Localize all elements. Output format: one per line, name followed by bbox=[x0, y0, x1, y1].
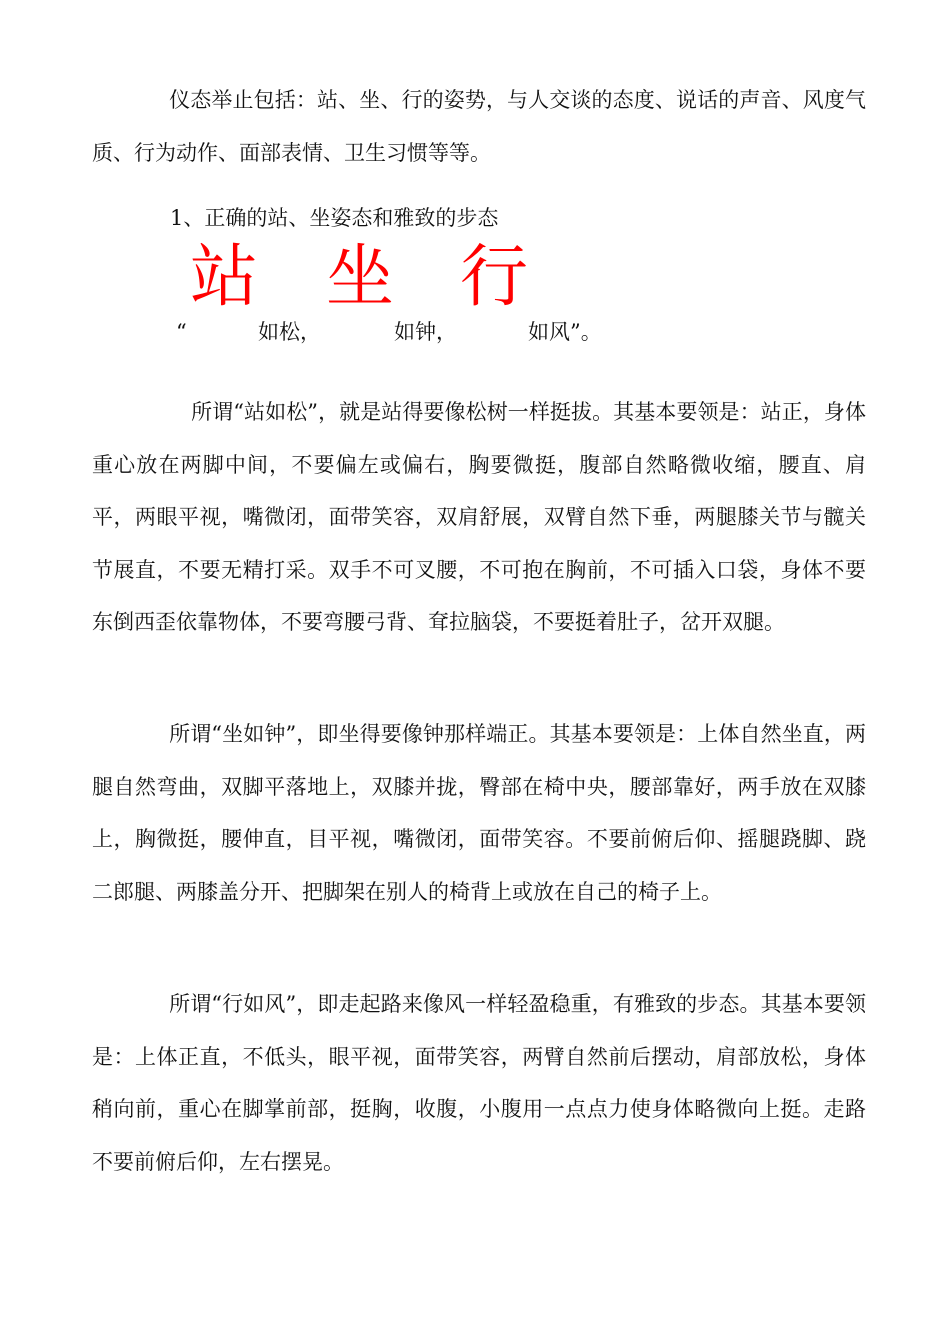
quote-open-mark: “ bbox=[176, 320, 187, 344]
walk-text: 所谓“行如风”，即走起路来像风一样轻盈稳重，有雅致的步态。其基本要领是：上体正直，不低头，眼平视，面带笑容，两臂自然前后摆动，肩部放松，身体稍向前，重心在脚掌前部，挺胸，收腹，小腹用一点点力使身体略微向上挺。走路不要前俯后仰，左右摆晃。 bbox=[92, 992, 866, 1174]
quote-like-wind: 如风”。 bbox=[528, 320, 602, 344]
walk-paragraph bbox=[92, 978, 866, 1188]
big-char-stand: 站 bbox=[190, 238, 259, 317]
quote-like-bell: 如钟， bbox=[394, 320, 457, 344]
section-heading: 1、正确的站、坐姿态和雅致的步态 bbox=[170, 206, 499, 230]
stand-paragraph bbox=[92, 386, 866, 649]
intro-text: 仪态举止包括：站、坐、行的姿势，与人交谈的态度、说话的声音、风度气质、行为动作、面部表情、卫生习惯等等。 bbox=[92, 88, 866, 165]
sit-text: 所谓“坐如钟”，即坐得要像钟那样端正。其基本要领是：上体自然坐直，两腿自然弯曲，双脚平落地上，双膝并拢，臀部在椅中央，腰部靠好，两手放在双膝上，胸微挺，腰伸直，目平视，嘴微闭，面带笑容。不要前俯后仰、摇腿跷脚、跷二郎腿、两膝盖分开、把脚架在别人的椅背上或放在自己的椅子上。 bbox=[92, 722, 866, 904]
quote-like-pine: 如松， bbox=[258, 320, 321, 344]
big-char-walk: 行 bbox=[460, 238, 529, 317]
big-char-sit: 坐 bbox=[326, 238, 395, 317]
intro-paragraph bbox=[92, 74, 866, 179]
sit-paragraph bbox=[92, 708, 866, 918]
stand-text: 所谓“站如松”，就是站得要像松树一样挺拔。其基本要领是：站正，身体重心放在两脚中间，不要偏左或偏右，胸要微挺，腹部自然略微收缩，腰直、肩平，两眼平视，嘴微闭，面带笑容，双肩舒展，双臂自然下垂，两腿膝关节与髋关节展直，不要无精打采。双手不可叉腰，不可抱在胸前，不可插入口袋，身体不要东倒西歪依靠物体，不要弯腰弓背、耷拉脑袋，不要挺着肚子，岔开双腿。 bbox=[92, 400, 866, 634]
